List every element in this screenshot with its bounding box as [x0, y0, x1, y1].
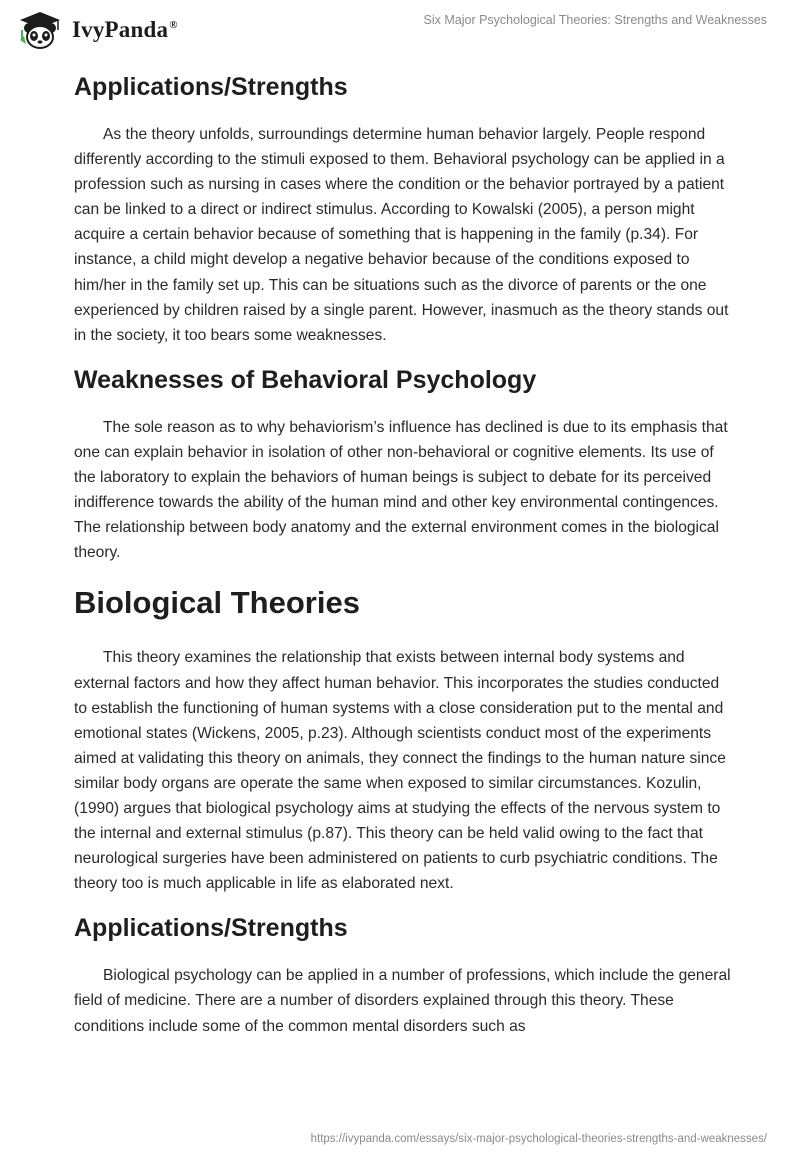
source-url[interactable]: https://ivypanda.com/essays/six-major-psychological-theories-strengths-and-weaknesses/ — [310, 1133, 767, 1145]
brand-name: IvyPanda® — [72, 17, 178, 42]
brand-logo[interactable] — [14, 8, 178, 52]
panda-graduate-icon — [14, 10, 66, 50]
section-heading-biological: Biological Theories — [74, 585, 360, 621]
page-header — [0, 0, 800, 60]
paragraph-biological: This theory examines the relationship that exists between internal body systems and external factors and how they affect human behavior. This incorporates the studies conducted to establish the functioning of human systems with a close consideration put to the mental and emotional states (Wickens, 2005, p.23). Although scientists conduct most of the experiments aimed at validating this theory on animals, they connect the findings to the human nature since similar body organs are operate the same when exposed to similar circumstances. Kozulin, (1990) argues that biological psychology aims at studying the effects of the nervous system to the internal and external stimulus (p.87). This theory can be held valid owing to the fact that neurological surgeries have been administered on patients to curb psychiatric conditions. The theory too is much applicable in life as elaborated next. — [74, 649, 726, 893]
paragraph-applications-biological: Biological psychology can be applied in a number of professions, which include the general field of medicine. There are a number of disorders explained through this theory. These conditions include some of the common mental disorders such as — [74, 967, 731, 1035]
section-heading-applications-behavioral: Applications/Strengths — [74, 73, 348, 101]
section-heading-weaknesses: Weaknesses of Behavioral Psychology — [74, 365, 537, 394]
section-heading-applications-biological: Applications/Strengths — [74, 914, 348, 943]
paragraph-weaknesses: The sole reason as to why behaviorism’s influence has declined is due to its emphasis that one can explain behavior in isolation of other non-behavioral or cognitive elements. Its use of the laboratory to explain the behaviors of human beings is subject to debate for its perceived indifference towards the ability of the human mind and other key environmental contingences. The relationship between body anatomy and the external environment comes in the biological theory. — [74, 418, 728, 562]
paragraph-applications-behavioral: As the theory unfolds, surroundings determine human behavior largely. People respond differently according to the stimuli exposed to them. Behavioral psychology can be applied in a profession such as nursing in cases where the condition or the behavior portrayed by a patient can be linked to a direct or indirect stimulus. According to Kowalski (2005), a person might acquire a certain behavior because of something that is happening in the family (p.34). For instance, a child might develop a negative behavior because of the conditions exposed to him/her in the family set up. This can be situations such as the divorce of parents or the one experienced by children raised by a single parent. However, inasmuch as the theory stands out in the society, it too bears some weaknesses. — [74, 126, 729, 344]
document-title: Six Major Psychological Theories: Strengths and Weaknesses — [423, 13, 767, 27]
article-body — [74, 70, 734, 1039]
